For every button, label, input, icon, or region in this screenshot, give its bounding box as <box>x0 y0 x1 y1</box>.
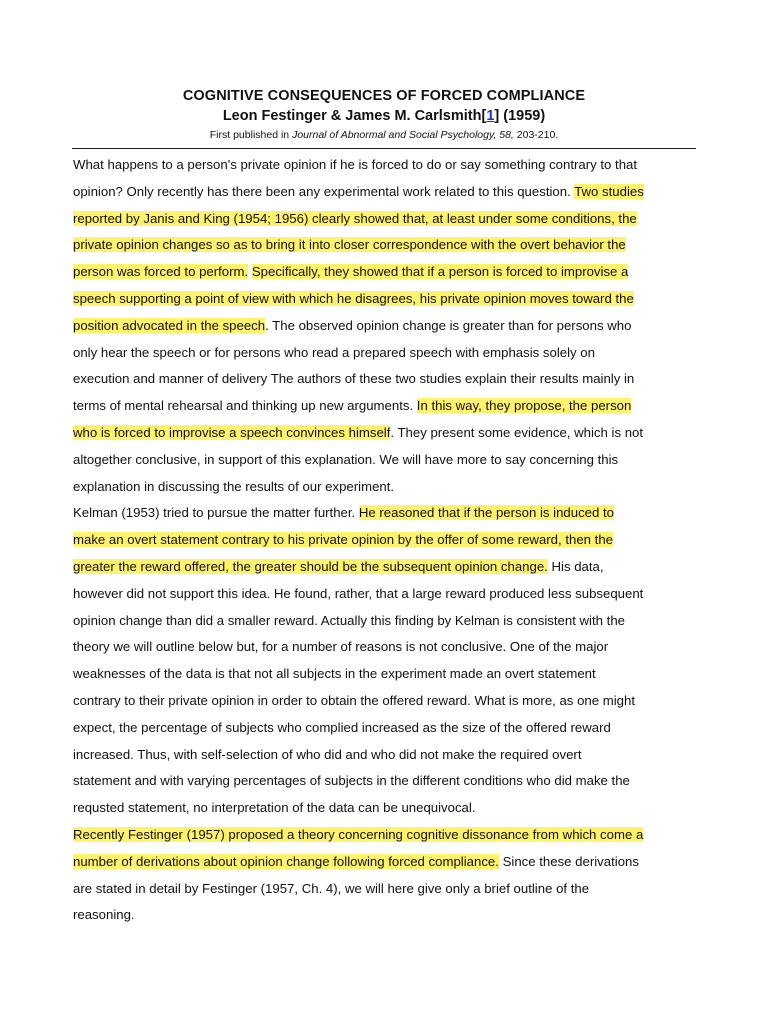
text-line <box>73 661 697 688</box>
text-line <box>73 259 697 286</box>
publication-prefix: First published in <box>209 129 293 141</box>
body-text-segment: reasoning. <box>73 907 135 923</box>
footnote-link[interactable]: 1 <box>486 108 495 124</box>
publication-info <box>0 127 768 143</box>
text-line <box>73 232 697 259</box>
text-line <box>73 179 697 206</box>
text-line <box>73 688 697 715</box>
text-line <box>73 795 697 822</box>
body-text-segment: altogether conclusive, in support of this explanation. We will have more to say concerning this <box>73 451 619 467</box>
journal-name: Journal of Abnormal and Social Psychology, 58, <box>292 129 514 141</box>
publication-year: (1959) <box>499 108 546 124</box>
text-line <box>73 849 697 876</box>
text-line <box>73 527 697 554</box>
text-line <box>73 420 697 447</box>
document-header <box>0 86 768 143</box>
highlighted-text: Two studies <box>574 183 644 199</box>
text-line <box>73 500 697 527</box>
highlighted-text: speech supporting a point of view with which he disagrees, his private opinion moves toward the <box>73 290 634 306</box>
body-text-segment: What happens to a person's private opinion if he is forced to do or say something contrary to that <box>73 157 638 172</box>
text-line <box>73 581 697 608</box>
text-line <box>73 608 697 635</box>
body-text <box>73 152 697 929</box>
highlighted-text: greater the reward offered, the greater should be the subsequent opinion change. <box>73 558 548 574</box>
body-text-segment: . The observed opinion change is greater than for persons who <box>265 317 632 333</box>
highlighted-text: Specifically, they showed that if a person is forced to improvise a <box>251 264 629 280</box>
text-line <box>73 474 697 501</box>
highlighted-text: In this way, they propose, the person <box>416 398 632 414</box>
highlighted-text: position advocated in the speech <box>73 317 266 333</box>
body-text-segment: theory we will outline below but, for a number of reasons is not conclusive. One of the major <box>73 639 609 655</box>
text-line <box>73 768 697 795</box>
text-line <box>73 313 697 340</box>
text-line <box>73 206 697 233</box>
body-text-segment: requsted statement, no interpretation of the data can be unequivocal. <box>73 800 476 816</box>
highlighted-text: reported by Janis and King (1954; 1956) clearly showed that, at least under some conditions, the <box>73 210 637 226</box>
text-line <box>73 715 697 742</box>
author-names: Leon Festinger & James M. Carlsmith <box>222 108 482 124</box>
highlighted-text: He reasoned that if the person is induced to <box>358 505 614 521</box>
footnote-bracket-close: ] <box>494 108 500 124</box>
body-text-segment: explanation in discussing the results of our experiment. <box>73 478 395 494</box>
body-text-segment: only hear the speech or for persons who read a prepared speech with emphasis solely on <box>73 344 595 360</box>
body-text-segment: execution and manner of delivery The authors of these two studies explain their results mainly in <box>73 371 635 387</box>
body-text-segment: Kelman (1953) tried to pursue the matter further. <box>73 505 359 521</box>
body-text-segment: . They present some evidence, which is not <box>390 424 644 440</box>
text-line <box>73 340 697 367</box>
body-text-segment: Since these derivations <box>498 853 639 869</box>
body-text-segment: His data, <box>547 558 604 574</box>
text-line <box>73 742 697 769</box>
text-line <box>73 634 697 661</box>
text-line <box>73 554 697 581</box>
highlighted-text: private opinion changes so as to bring it into closer correspondence with the overt behavior the <box>73 237 626 253</box>
body-text-segment: are stated in detail by Festinger (1957, Ch. 4), we will here give only a brief outline of the <box>73 880 590 896</box>
text-line <box>73 447 697 474</box>
body-text-segment: however did not support this idea. He found, rather, that a large reward produced less subsequent <box>73 585 644 601</box>
text-line <box>73 822 697 849</box>
document-title: COGNITIVE CONSEQUENCES OF FORCED COMPLIANCE <box>182 88 586 104</box>
text-line <box>73 876 697 903</box>
body-text-segment: statement and with varying percentages of subjects in the different conditions who did make the <box>73 773 630 789</box>
body-text-segment: increased. Thus, with self-selection of who did and who did not make the required overt <box>73 746 582 762</box>
highlighted-text: who is forced to improvise a speech convinces himself <box>73 424 391 440</box>
header-divider <box>72 148 696 149</box>
text-line <box>73 286 697 313</box>
text-line <box>73 366 697 393</box>
body-text-segment: terms of mental rehearsal and thinking up new arguments. <box>73 398 417 414</box>
highlighted-text: Recently Festinger (1957) proposed a theory concerning cognitive dissonance from which come a <box>73 826 644 842</box>
highlighted-text: person was forced to perform. <box>73 264 249 280</box>
publication-pages: 203-210. <box>513 129 559 141</box>
body-text-segment: weaknesses of the data is that not all subjects in the experiment made an overt statement <box>73 666 596 682</box>
text-line <box>73 393 697 420</box>
text-line <box>73 902 697 929</box>
text-line <box>73 152 697 179</box>
highlighted-text: make an overt statement contrary to his private opinion by the offer of some reward, then the <box>73 532 613 548</box>
body-text-segment: opinion change than did a smaller reward. Actually this finding by Kelman is consistent with the <box>73 612 625 628</box>
body-text-segment: contrary to their private opinion in order to obtain the offered reward. What is more, as one might <box>73 692 635 708</box>
highlighted-text: number of derivations about opinion change following forced compliance. <box>73 853 499 869</box>
body-text-segment: opinion? Only recently has there been any experimental work related to this question. <box>73 183 575 199</box>
document-authors <box>0 106 768 126</box>
body-text-segment: expect, the percentage of subjects who complied increased as the size of the offered reward <box>73 719 611 735</box>
footnote-bracket-open: [ <box>481 108 487 124</box>
